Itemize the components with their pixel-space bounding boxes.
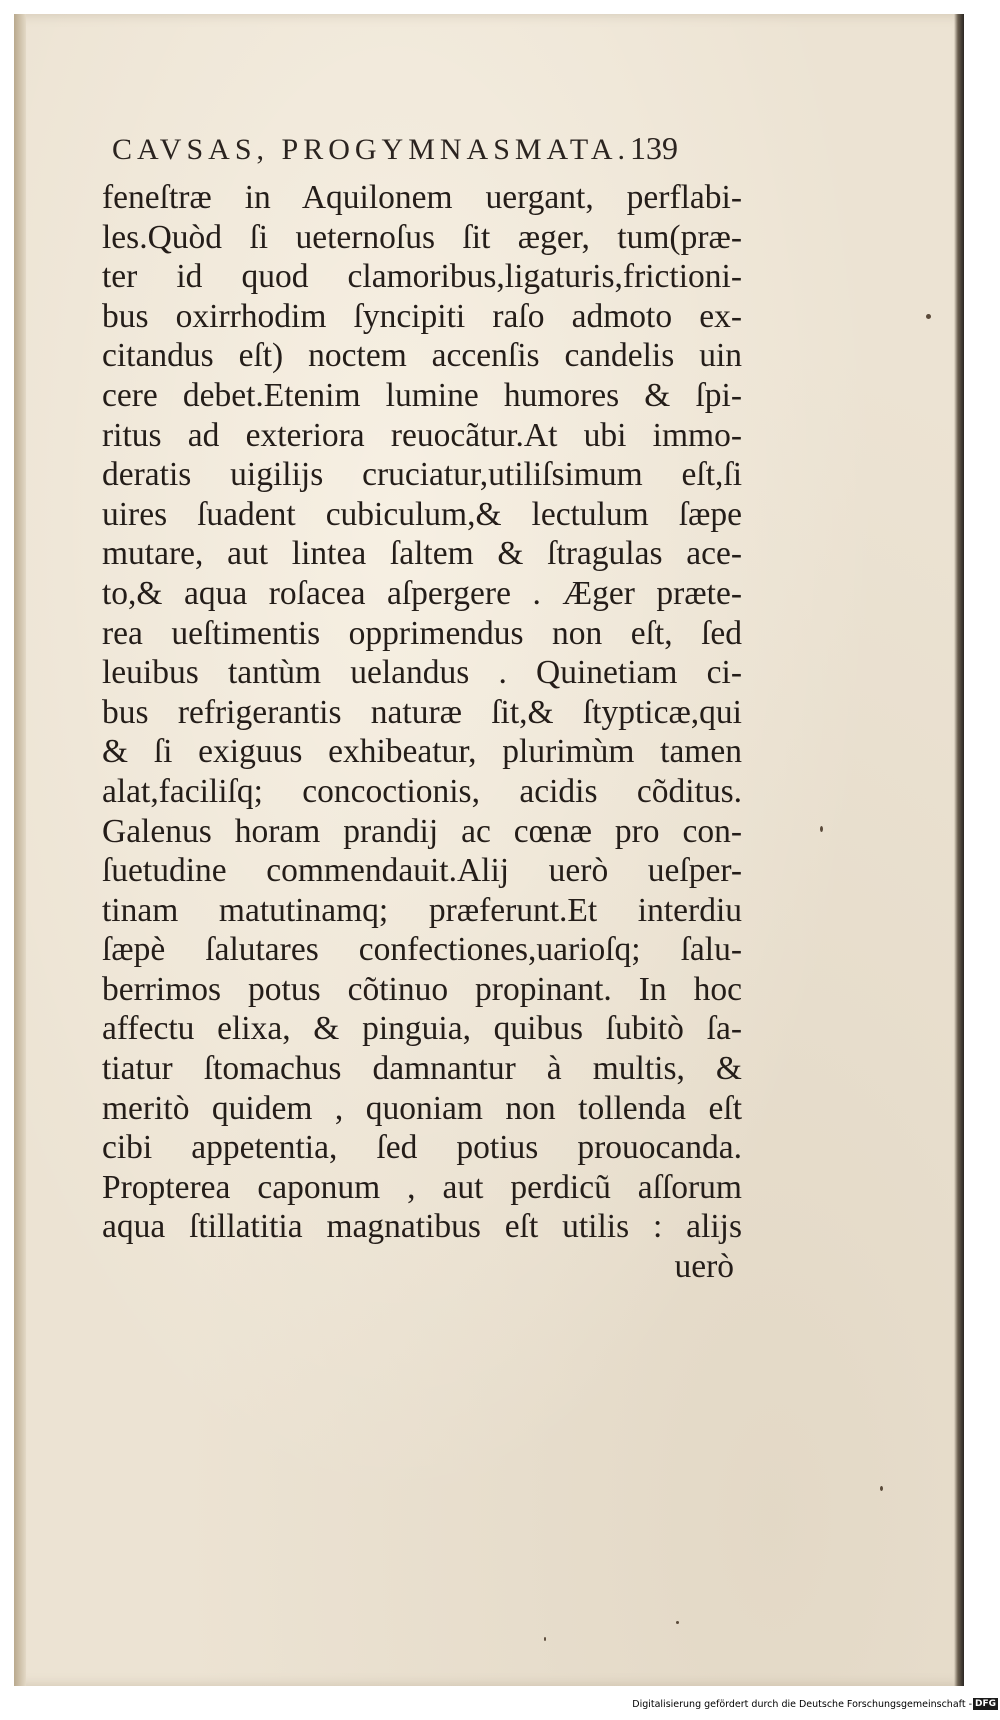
text-line: les.Quòd ſi ueternoſus ſit æger, tum(præ-: [102, 218, 742, 256]
text-line: & ſi exiguus exhibeatur, plurimùm tamen: [102, 733, 742, 771]
text-line: ter id quod clamoribus,ligaturis,frictioni-: [102, 258, 742, 296]
text-line: leuibus tantùm uelandus . Quinetiam ci-: [102, 654, 742, 692]
text-line: ſæpè ſalutares confectiones,uarioſq; ſalu-: [102, 931, 742, 969]
text-line: meritò quidem , quoniam non tollenda eſt: [102, 1089, 742, 1127]
digitization-footer: [0, 1694, 1000, 1714]
text-line: Propterea caponum , aut perdicũ aſſorum: [102, 1168, 742, 1206]
text-line: bus refrigerantis naturæ ſit,& ſtypticæ,qui: [102, 693, 742, 731]
text-line: cibi appetentia, ſed potius prouocanda.: [102, 1129, 742, 1167]
catchword: uerò: [674, 1248, 734, 1286]
dfg-logo: DFG: [974, 1699, 996, 1709]
text-line: mutare, aut lintea ſaltem & ſtragulas ace-: [102, 535, 742, 573]
paper-speck: [676, 1621, 679, 1624]
text-line: alat,faciliſq; concoctionis, acidis cõditus.: [102, 772, 742, 810]
text-line: feneſtræ in Aquilonem uergant, perflabi-: [102, 179, 742, 216]
text-line: berrimos potus cõtinuo propinant. In hoc: [102, 970, 742, 1008]
text-line: to,& aqua roſacea aſpergere . Æger præte-: [102, 574, 742, 612]
text-line: affectu elixa, & pinguia, quibus ſubitò ſa-: [102, 1010, 742, 1048]
book-page: [14, 14, 964, 1686]
page-gutter-edge: [14, 14, 26, 1686]
text-line: ritus ad exteriora reuocãtur.At ubi immo-: [102, 416, 742, 454]
text-line: rea ueſtimentis opprimendus non eſt, ſed: [102, 614, 742, 652]
paper-speck: [820, 826, 823, 832]
text-line: cere debet.Etenim lumine humores & ſpi-: [102, 376, 742, 414]
page-edge-shadow: [954, 14, 964, 1686]
text-line: ſuetudine commendauit.Alij uerò ueſper-: [102, 852, 742, 890]
text-line: citandus eſt) noctem accenſis candelis uin: [102, 337, 742, 375]
text-line: tinam matutinamq; præferunt.Et interdiu: [102, 891, 742, 929]
text-line: uires ſuadent cubiculum,& lectulum ſæpe: [102, 495, 742, 533]
page-number: 139: [630, 130, 678, 166]
paper-speck: [880, 1486, 883, 1491]
body-text: [102, 178, 742, 1287]
footer-credit: Digitalisierung gefördert durch die Deutsche Forschungsgemeinschaft -: [632, 1699, 972, 1710]
paper-speck: [926, 314, 931, 319]
text-line: tiatur ſtomachus damnantur à multis, &: [102, 1050, 742, 1088]
text-line: Galenus horam prandij ac cœnæ pro con-: [102, 812, 742, 850]
paper-speck: [544, 1637, 546, 1641]
text-line: bus oxirrhodim ſyncipiti raſo admoto ex-: [102, 297, 742, 335]
running-title: CAVSAS, PROGYMNASMATA.: [112, 133, 630, 166]
text-line: aqua ſtillatitia magnatibus eſt utilis : alijs: [102, 1208, 742, 1246]
text-line: deratis uigilijs cruciatur,utiliſsimum eſt,ſi: [102, 456, 742, 494]
running-header: [112, 130, 732, 167]
